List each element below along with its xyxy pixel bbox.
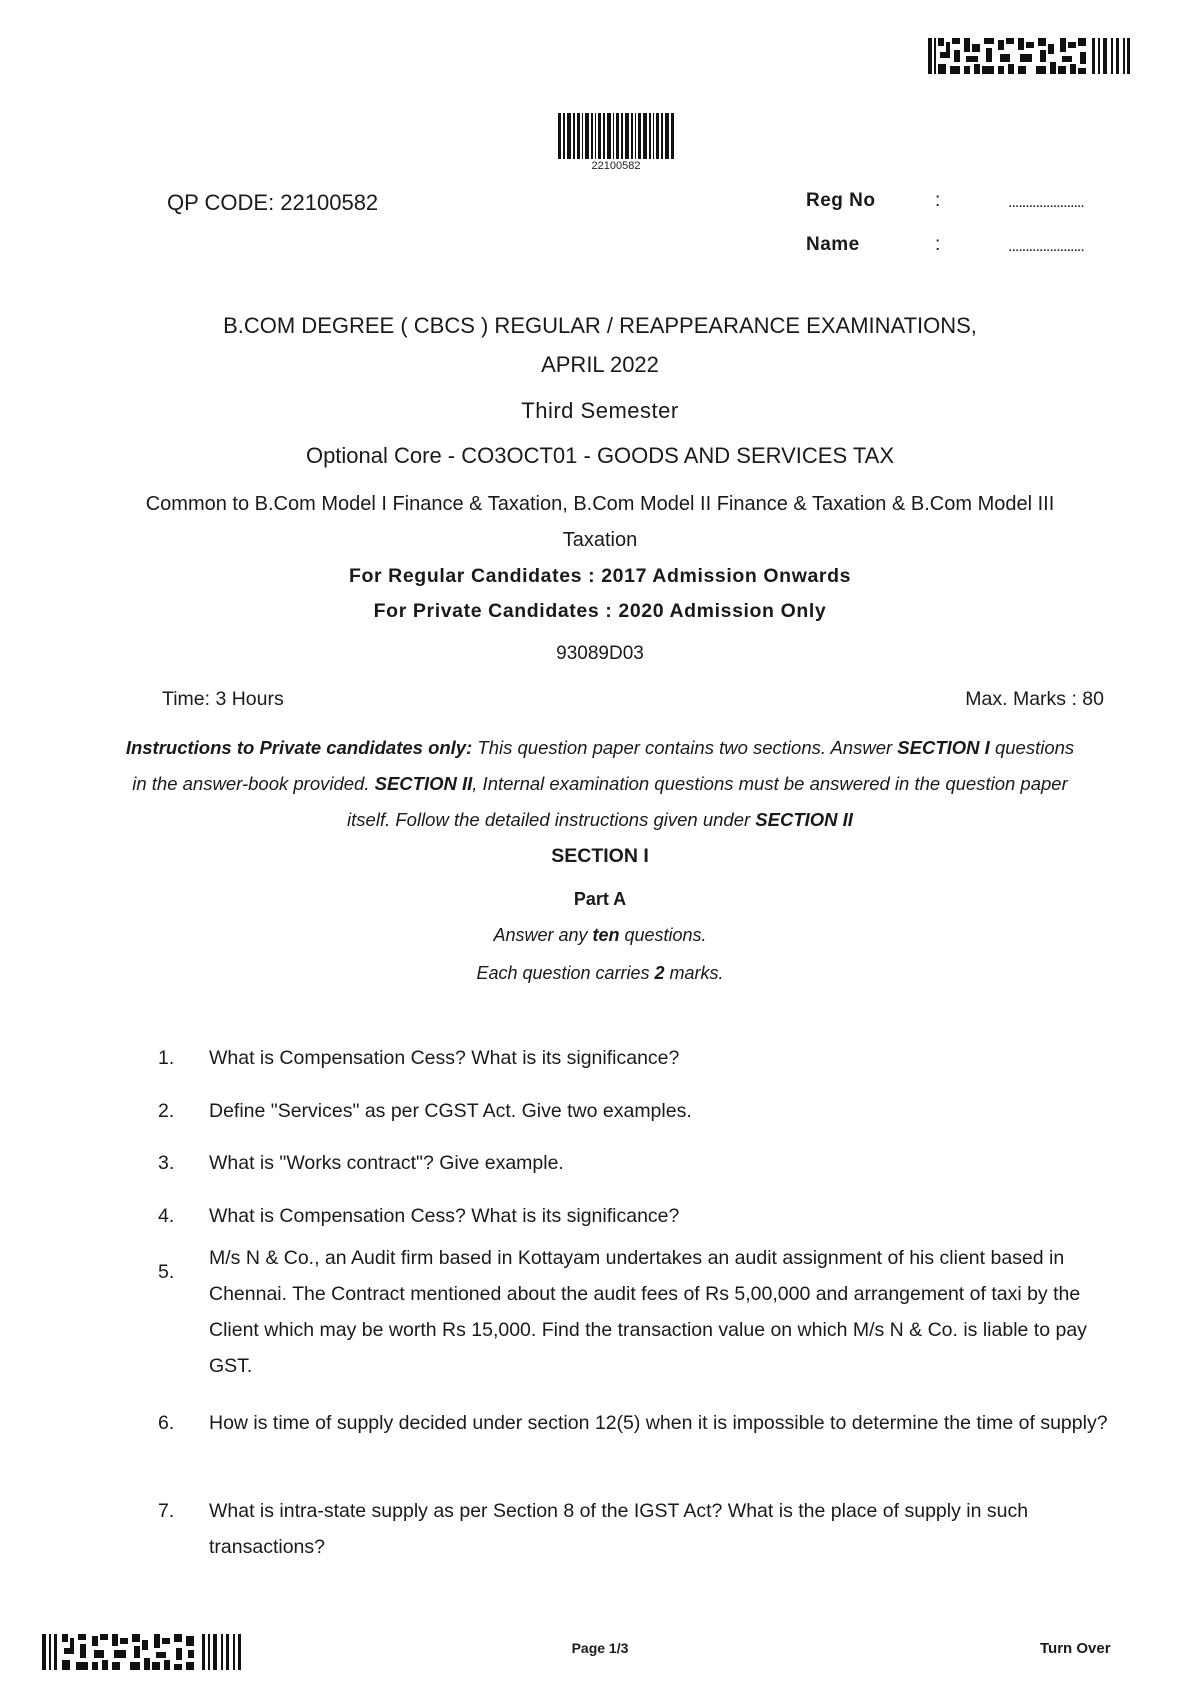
question-text: What is Compensation Cess? What is its significance?: [209, 1205, 680, 1227]
max-marks: Max. Marks : 80: [965, 688, 1104, 710]
barcode-center: [558, 113, 674, 159]
question-text: M/s N & Co., an Audit firm based in Kottayam undertakes an audit assignment of his client based in Chennai. The Contract mentioned about the audit fees of Rs 5,00,000 and arrangement of taxi by the Client which may be worth Rs 15,000. Find the transaction value on which M/s N & Co. is liable to pay GST.: [209, 1247, 1087, 1377]
reg-no-colon: :: [935, 190, 941, 211]
exam-title-line1: B.COM DEGREE ( CBCS ) REGULAR / REAPPEARANCE EXAMINATIONS,: [223, 313, 977, 338]
question-text: What is "Works contract"? Give example.: [209, 1152, 564, 1174]
regular-candidates: For Regular Candidates : 2017 Admission Onwards: [348, 565, 852, 587]
name-colon: :: [935, 234, 941, 255]
reg-no-label: Reg No: [806, 190, 876, 211]
name-label: Name: [806, 234, 860, 255]
instructions: Instructions to Private candidates only: This question paper contains two sections. Answer SECTION I questions in the answer-book provided. SECTION II, Internal examination questions must be answered in the question paper itself. Follow the detailed instructions given under SECTION II: [125, 737, 1075, 830]
exam-time: Time: 3 Hours: [162, 688, 284, 710]
question-number: 4.: [158, 1205, 175, 1227]
question-text: Define "Services" as per CGST Act. Give two examples.: [209, 1100, 692, 1122]
barcode-top-right: [928, 38, 1130, 74]
question-number: 2.: [158, 1100, 175, 1122]
barcode-caption: 22100582: [591, 160, 641, 172]
instructions-lead: Instructions to Private candidates only:: [125, 737, 473, 758]
semester: Third Semester: [521, 398, 679, 423]
question-number: 3.: [158, 1152, 175, 1174]
page-number: Page 1/3: [571, 1640, 629, 1656]
name-blank: ......................: [1008, 238, 1084, 255]
question-number: 5.: [158, 1261, 175, 1283]
question-text: How is time of supply decided under section 12(5) when it is impossible to determine the time of supply?: [209, 1412, 1108, 1434]
paper-code: 93089D03: [556, 643, 644, 664]
qp-code: QP CODE: 22100582: [167, 190, 379, 215]
course-title: Optional Core - CO3OCT01 - GOODS AND SERVICES TAX: [305, 443, 895, 468]
exam-title-line2: APRIL 2022: [541, 352, 659, 377]
part-title: Part A: [573, 889, 627, 909]
question-text: What is intra-state supply as per Section 8 of the IGST Act? What is the place of supply in such transactions?: [209, 1500, 1029, 1558]
question-number: 6.: [158, 1412, 175, 1434]
question-number: 1.: [158, 1047, 175, 1069]
reg-no-blank: ......................: [1008, 194, 1084, 211]
question-text: What is Compensation Cess? What is its significance?: [209, 1047, 680, 1069]
answer-instruction: Answer any ten questions.: [493, 925, 707, 945]
question-number: 7.: [158, 1500, 175, 1522]
marks-instruction: Each question carries 2 marks.: [476, 963, 724, 983]
turn-over: Turn Over: [1040, 1640, 1111, 1657]
common-to: Common to B.Com Model I Finance & Taxation, B.Com Model II Finance & Taxation & B.Com Model III Taxation: [145, 493, 1055, 551]
section-title: SECTION I: [551, 845, 649, 867]
private-candidates: For Private Candidates : 2020 Admission Only: [373, 600, 827, 622]
